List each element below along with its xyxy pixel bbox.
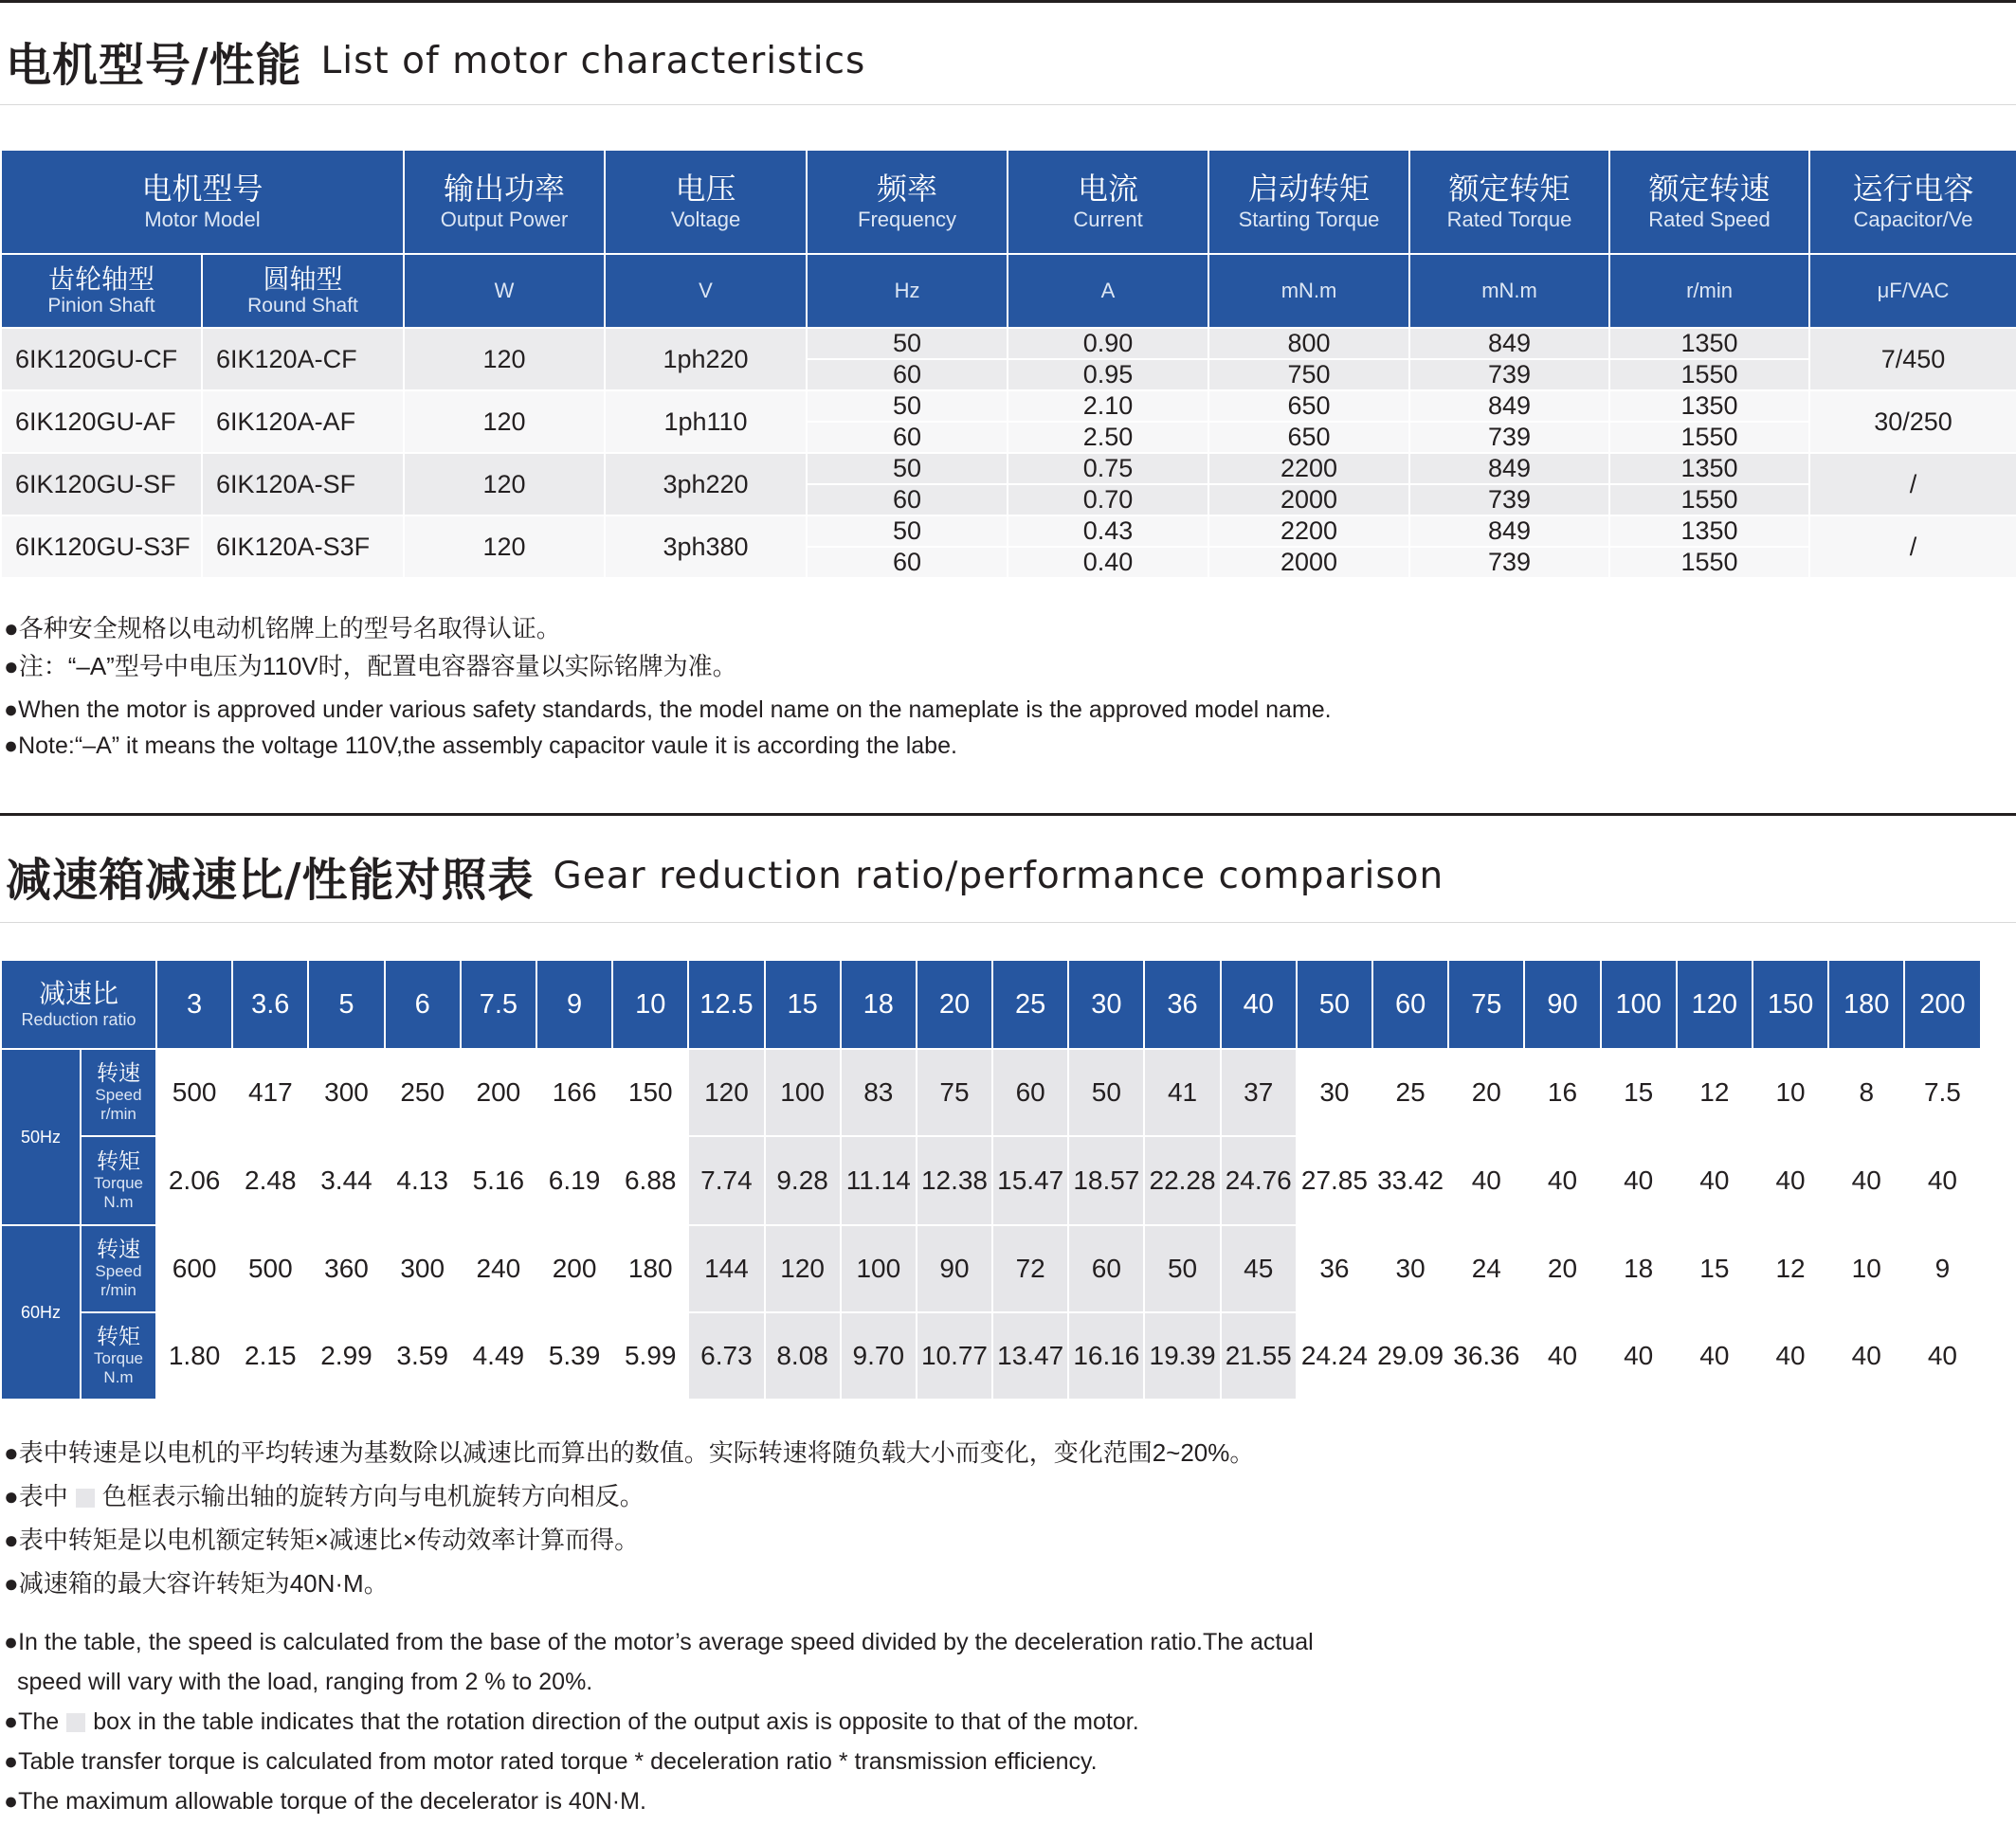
- note-line: ●In the table, the speed is calculated from the base of the motor’s average speed divided by the deceleration ratio.The actual: [4, 1629, 1314, 1655]
- ratio-header-cell: 20: [917, 960, 992, 1049]
- table1-cell: 0.70: [1008, 484, 1208, 515]
- speed-value-cell: 12: [1753, 1225, 1828, 1312]
- section1-title-zh: 电机型号/性能: [6, 39, 302, 92]
- top-rule: [0, 0, 2016, 3]
- header-starting-torque: 启动转矩 Starting Torque: [1208, 150, 1409, 254]
- speed-value-cell: 10: [1753, 1049, 1828, 1136]
- torque-value-cell: 3.59: [385, 1312, 461, 1400]
- table1-cell: 120: [404, 328, 605, 390]
- table1-header-row: [1, 150, 2016, 254]
- notes-section2: [4, 1438, 1314, 1825]
- table1-cell: 2.10: [1008, 390, 1208, 422]
- table1-cell: 0.40: [1008, 547, 1208, 578]
- table1-cell: 0.43: [1008, 515, 1208, 547]
- note-line: ●减速箱的最大容许转矩为40N·M。: [4, 1569, 389, 1598]
- table1-cell: 0.90: [1008, 328, 1208, 359]
- torque-value-cell: 40: [1904, 1312, 1980, 1400]
- speed-label: 转速 Speed r/min: [81, 1225, 156, 1312]
- notes-section1: [4, 614, 1332, 769]
- torque-value-cell: 40: [1677, 1312, 1753, 1400]
- note-line: ●The box in the table indicates that the rotation direction of the output axis is opposite to that of the motor.: [4, 1708, 1139, 1735]
- table1-cell: 50: [807, 328, 1008, 359]
- torque-value-cell: 6.19: [536, 1136, 612, 1225]
- torque-value-cell: 40: [1448, 1136, 1524, 1225]
- table1-unit-row: [1, 254, 2016, 328]
- speed-value-cell: 144: [688, 1225, 764, 1312]
- note-line: ●表中转速是以电机的平均转速为基数除以减速比而算出的数值。实际转速将随负载大小而变化，变化范围2~20%。: [4, 1438, 1255, 1467]
- torque-value-cell: 2.06: [156, 1136, 232, 1225]
- table2-speed-row: [1, 1225, 1981, 1312]
- speed-value-cell: 200: [461, 1049, 536, 1136]
- torque-value-cell: 29.09: [1372, 1312, 1448, 1400]
- speed-value-cell: 41: [1144, 1049, 1220, 1136]
- speed-value-cell: 100: [841, 1225, 917, 1312]
- table1-cell: 1350: [1609, 515, 1809, 547]
- table1-cell: 7/450: [1809, 328, 2016, 390]
- speed-value-cell: 500: [156, 1049, 232, 1136]
- ratio-header-cell: 25: [992, 960, 1068, 1049]
- speed-value-cell: 8: [1828, 1049, 1904, 1136]
- table1-cell: 739: [1409, 547, 1609, 578]
- table1-cell: 2000: [1208, 484, 1409, 515]
- subheader-round-shaft: 圆轴型 Round Shaft: [202, 254, 404, 328]
- torque-value-cell: 40: [1524, 1136, 1600, 1225]
- speed-value-cell: 120: [688, 1049, 764, 1136]
- speed-value-cell: 120: [765, 1225, 841, 1312]
- speed-value-cell: 200: [536, 1225, 612, 1312]
- section2-heading: [6, 843, 1444, 909]
- torque-value-cell: 40: [1828, 1312, 1904, 1400]
- table1-cell: 3ph220: [605, 453, 807, 515]
- ratio-header-cell: 40: [1221, 960, 1297, 1049]
- table2-torque-row: [1, 1136, 1981, 1225]
- torque-value-cell: 18.57: [1068, 1136, 1144, 1225]
- torque-value-cell: 19.39: [1144, 1312, 1220, 1400]
- table1-cell: /: [1809, 453, 2016, 515]
- ratio-header-cell: 120: [1677, 960, 1753, 1049]
- table1-cell: 3ph380: [605, 515, 807, 578]
- torque-value-cell: 1.80: [156, 1312, 232, 1400]
- table1-cell: 1ph220: [605, 328, 807, 390]
- table1-cell: 60: [807, 359, 1008, 390]
- torque-value-cell: 40: [1753, 1312, 1828, 1400]
- table1-row: [1, 328, 2016, 359]
- unit-cell: r/min: [1609, 254, 1809, 328]
- ratio-header-cell: 12.5: [688, 960, 764, 1049]
- section1-underline: [0, 104, 2016, 105]
- ratio-header-cell: 150: [1753, 960, 1828, 1049]
- speed-value-cell: 9: [1904, 1225, 1980, 1312]
- unit-cell: mN.m: [1208, 254, 1409, 328]
- header-rated-torque: 额定转矩 Rated Torque: [1409, 150, 1609, 254]
- note-line: ●表中转矩是以电机额定转矩×减速比×传动效率计算而得。: [4, 1526, 640, 1554]
- header-current: 电流 Current: [1008, 150, 1208, 254]
- table1-cell: 1550: [1609, 359, 1809, 390]
- table1-row: [1, 390, 2016, 422]
- motor-characteristics-table: [0, 149, 2016, 579]
- table1-cell: 6IK120GU-S3F: [1, 515, 202, 578]
- header-capacitor: 运行电容 Capacitor/Ve: [1809, 150, 2016, 254]
- subheader-pinion-shaft: 齿轮轴型 Pinion Shaft: [1, 254, 202, 328]
- torque-value-cell: 6.88: [612, 1136, 688, 1225]
- table1-row: [1, 515, 2016, 547]
- table1-cell: 650: [1208, 422, 1409, 453]
- table1-cell: 120: [404, 515, 605, 578]
- speed-value-cell: 20: [1448, 1049, 1524, 1136]
- table1-cell: 1ph110: [605, 390, 807, 453]
- speed-value-cell: 15: [1601, 1049, 1677, 1136]
- ratio-header-cell: 9: [536, 960, 612, 1049]
- ratio-header-cell: 10: [612, 960, 688, 1049]
- torque-value-cell: 22.28: [1144, 1136, 1220, 1225]
- torque-value-cell: 6.73: [688, 1312, 764, 1400]
- ratio-header-cell: 18: [841, 960, 917, 1049]
- speed-value-cell: 250: [385, 1049, 461, 1136]
- speed-value-cell: 417: [232, 1049, 308, 1136]
- speed-value-cell: 150: [612, 1049, 688, 1136]
- table1-cell: 60: [807, 484, 1008, 515]
- speed-value-cell: 50: [1144, 1225, 1220, 1312]
- ratio-header-cell: 90: [1524, 960, 1600, 1049]
- speed-value-cell: 75: [917, 1049, 992, 1136]
- table1-cell: /: [1809, 515, 2016, 578]
- table1-cell: 1350: [1609, 453, 1809, 484]
- torque-value-cell: 33.42: [1372, 1136, 1448, 1225]
- table1-cell: 650: [1208, 390, 1409, 422]
- torque-value-cell: 27.85: [1297, 1136, 1372, 1225]
- ratio-header-cell: 5: [308, 960, 384, 1049]
- table1-cell: 6IK120A-S3F: [202, 515, 404, 578]
- speed-value-cell: 45: [1221, 1225, 1297, 1312]
- ratio-header-cell: 15: [765, 960, 841, 1049]
- ratio-header-cell: 6: [385, 960, 461, 1049]
- torque-value-cell: 40: [1753, 1136, 1828, 1225]
- speed-label: 转速 Speed r/min: [81, 1049, 156, 1136]
- section2-title-en: Gear reduction ratio/performance comparison: [553, 855, 1444, 897]
- header-motor-model: 电机型号 Motor Model: [1, 150, 404, 254]
- frequency-label: 50Hz: [1, 1049, 81, 1225]
- torque-value-cell: 36.36: [1448, 1312, 1524, 1400]
- speed-value-cell: 36: [1297, 1225, 1372, 1312]
- header-frequency: 频率 Frequency: [807, 150, 1008, 254]
- torque-value-cell: 13.47: [992, 1312, 1068, 1400]
- table2-header-row: [1, 960, 1981, 1049]
- ratio-header-cell: 180: [1828, 960, 1904, 1049]
- ratio-header-cell: 3.6: [232, 960, 308, 1049]
- torque-value-cell: 4.13: [385, 1136, 461, 1225]
- speed-value-cell: 83: [841, 1049, 917, 1136]
- table1-cell: 849: [1409, 390, 1609, 422]
- table1-cell: 50: [807, 453, 1008, 484]
- table1-cell: 1550: [1609, 547, 1809, 578]
- speed-value-cell: 60: [992, 1049, 1068, 1136]
- ratio-header-cell: 36: [1144, 960, 1220, 1049]
- table1-cell: 50: [807, 390, 1008, 422]
- note-line: ●表中 色框表示输出轴的旋转方向与电机旋转方向相反。: [4, 1482, 645, 1510]
- ratio-header-cell: 7.5: [461, 960, 536, 1049]
- torque-value-cell: 40: [1677, 1136, 1753, 1225]
- note-line: speed will vary with the load, ranging from 2 % to 20%.: [17, 1669, 593, 1695]
- section2-rule: [0, 813, 2016, 816]
- torque-value-cell: 9.28: [765, 1136, 841, 1225]
- note-line: ●Note:“–A” it means the voltage 110V,the assembly capacitor vaule it is according the labe.: [4, 732, 957, 759]
- unit-cell: μF/VAC: [1809, 254, 2016, 328]
- torque-value-cell: 16.16: [1068, 1312, 1144, 1400]
- torque-value-cell: 5.99: [612, 1312, 688, 1400]
- speed-value-cell: 10: [1828, 1225, 1904, 1312]
- unit-cell: A: [1008, 254, 1208, 328]
- table1-cell: 6IK120A-CF: [202, 328, 404, 390]
- note-line: ●注：“–A”型号中电压为110V时，配置电容器容量以实际铭牌为准。: [4, 652, 737, 680]
- section2-title-zh: 减速箱减速比/性能对照表: [6, 854, 535, 907]
- header-output-power: 输出功率 Output Power: [404, 150, 605, 254]
- table1-cell: 800: [1208, 328, 1409, 359]
- torque-label: 转矩 Torque N.m: [81, 1136, 156, 1225]
- torque-value-cell: 12.38: [917, 1136, 992, 1225]
- note-line: ●Table transfer torque is calculated from motor rated torque * deceleration ratio * transmission efficiency.: [4, 1748, 1098, 1775]
- torque-value-cell: 5.39: [536, 1312, 612, 1400]
- speed-value-cell: 90: [917, 1225, 992, 1312]
- ratio-header-cell: 200: [1904, 960, 1980, 1049]
- table1-cell: 739: [1409, 359, 1609, 390]
- torque-value-cell: 40: [1601, 1136, 1677, 1225]
- note-line: ●When the motor is approved under various safety standards, the model name on the nameplate is the approved model name.: [4, 696, 1332, 723]
- speed-value-cell: 300: [308, 1049, 384, 1136]
- gray-swatch-icon: [66, 1713, 85, 1732]
- torque-value-cell: 24.76: [1221, 1136, 1297, 1225]
- table2-speed-row: [1, 1049, 1981, 1136]
- unit-cell: W: [404, 254, 605, 328]
- table1-cell: 849: [1409, 453, 1609, 484]
- speed-value-cell: 360: [308, 1225, 384, 1312]
- table1-cell: 2200: [1208, 453, 1409, 484]
- table1-cell: 60: [807, 547, 1008, 578]
- speed-value-cell: 500: [232, 1225, 308, 1312]
- speed-value-cell: 300: [385, 1225, 461, 1312]
- torque-value-cell: 5.16: [461, 1136, 536, 1225]
- table1-cell: 739: [1409, 484, 1609, 515]
- note-line: ●各种安全规格以电动机铭牌上的型号名取得认证。: [4, 614, 561, 642]
- ratio-header-cell: 3: [156, 960, 232, 1049]
- table1-cell: 1550: [1609, 484, 1809, 515]
- speed-value-cell: 25: [1372, 1049, 1448, 1136]
- torque-value-cell: 2.48: [232, 1136, 308, 1225]
- speed-value-cell: 240: [461, 1225, 536, 1312]
- table1-cell: 6IK120GU-SF: [1, 453, 202, 515]
- header-reduction-ratio: 减速比 Reduction ratio: [1, 960, 156, 1049]
- section1-heading: [6, 28, 865, 94]
- header-rated-speed: 额定转速 Rated Speed: [1609, 150, 1809, 254]
- table1-row: [1, 453, 2016, 484]
- speed-value-cell: 60: [1068, 1225, 1144, 1312]
- speed-value-cell: 7.5: [1904, 1049, 1980, 1136]
- speed-value-cell: 15: [1677, 1225, 1753, 1312]
- section1-title-en: List of motor characteristics: [320, 40, 866, 82]
- table1-cell: 30/250: [1809, 390, 2016, 453]
- ratio-header-cell: 100: [1601, 960, 1677, 1049]
- table1-cell: 2200: [1208, 515, 1409, 547]
- table2-torque-row: [1, 1312, 1981, 1400]
- frequency-label: 60Hz: [1, 1225, 81, 1400]
- speed-value-cell: 20: [1524, 1225, 1600, 1312]
- table1-cell: 849: [1409, 515, 1609, 547]
- table1-cell: 739: [1409, 422, 1609, 453]
- torque-value-cell: 15.47: [992, 1136, 1068, 1225]
- table1-cell: 0.95: [1008, 359, 1208, 390]
- table1-cell: 120: [404, 453, 605, 515]
- table1-cell: 1350: [1609, 390, 1809, 422]
- torque-value-cell: 10.77: [917, 1312, 992, 1400]
- speed-value-cell: 30: [1297, 1049, 1372, 1136]
- torque-label: 转矩 Torque N.m: [81, 1312, 156, 1400]
- torque-value-cell: 11.14: [841, 1136, 917, 1225]
- speed-value-cell: 18: [1601, 1225, 1677, 1312]
- torque-value-cell: 40: [1601, 1312, 1677, 1400]
- table1-cell: 6IK120GU-AF: [1, 390, 202, 453]
- ratio-header-cell: 60: [1372, 960, 1448, 1049]
- torque-value-cell: 9.70: [841, 1312, 917, 1400]
- table1-cell: 1350: [1609, 328, 1809, 359]
- speed-value-cell: 100: [765, 1049, 841, 1136]
- torque-value-cell: 40: [1904, 1136, 1980, 1225]
- torque-value-cell: 4.49: [461, 1312, 536, 1400]
- ratio-header-cell: 75: [1448, 960, 1524, 1049]
- table1-cell: 6IK120A-AF: [202, 390, 404, 453]
- table1-cell: 2.50: [1008, 422, 1208, 453]
- table1-cell: 849: [1409, 328, 1609, 359]
- gray-swatch-icon: [76, 1489, 95, 1508]
- table1-cell: 60: [807, 422, 1008, 453]
- table1-cell: 6IK120GU-CF: [1, 328, 202, 390]
- ratio-header-cell: 50: [1297, 960, 1372, 1049]
- torque-value-cell: 2.99: [308, 1312, 384, 1400]
- speed-value-cell: 30: [1372, 1225, 1448, 1312]
- gear-ratio-table: [0, 959, 1982, 1400]
- torque-value-cell: 40: [1828, 1136, 1904, 1225]
- table1-cell: 750: [1208, 359, 1409, 390]
- torque-value-cell: 2.15: [232, 1312, 308, 1400]
- speed-value-cell: 24: [1448, 1225, 1524, 1312]
- ratio-header-cell: 30: [1068, 960, 1144, 1049]
- table1-cell: 120: [404, 390, 605, 453]
- unit-cell: Hz: [807, 254, 1008, 328]
- speed-value-cell: 16: [1524, 1049, 1600, 1136]
- speed-value-cell: 166: [536, 1049, 612, 1136]
- torque-value-cell: 8.08: [765, 1312, 841, 1400]
- speed-value-cell: 72: [992, 1225, 1068, 1312]
- header-voltage: 电压 Voltage: [605, 150, 807, 254]
- unit-cell: mN.m: [1409, 254, 1609, 328]
- speed-value-cell: 50: [1068, 1049, 1144, 1136]
- unit-cell: V: [605, 254, 807, 328]
- table1-cell: 50: [807, 515, 1008, 547]
- table1-cell: 6IK120A-SF: [202, 453, 404, 515]
- table1-cell: 1550: [1609, 422, 1809, 453]
- note-line: ●The maximum allowable torque of the decelerator is 40N·M.: [4, 1788, 646, 1815]
- torque-value-cell: 3.44: [308, 1136, 384, 1225]
- speed-value-cell: 600: [156, 1225, 232, 1312]
- torque-value-cell: 40: [1524, 1312, 1600, 1400]
- section2-underline: [0, 922, 2016, 923]
- table1-cell: 2000: [1208, 547, 1409, 578]
- speed-value-cell: 37: [1221, 1049, 1297, 1136]
- speed-value-cell: 12: [1677, 1049, 1753, 1136]
- torque-value-cell: 21.55: [1221, 1312, 1297, 1400]
- table1-cell: 0.75: [1008, 453, 1208, 484]
- torque-value-cell: 7.74: [688, 1136, 764, 1225]
- speed-value-cell: 180: [612, 1225, 688, 1312]
- torque-value-cell: 24.24: [1297, 1312, 1372, 1400]
